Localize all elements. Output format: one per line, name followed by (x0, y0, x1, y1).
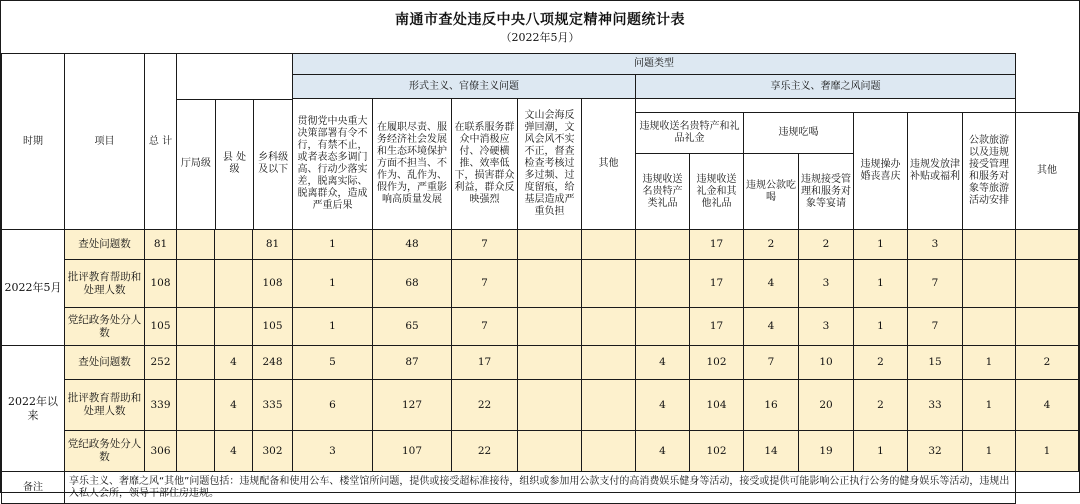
table-cell: 1 (293, 260, 373, 308)
period-label: 2022年5月 (2, 230, 65, 346)
formalism-col-1: 贯彻党中央重大决策部署有令不行，有禁不止，或者表态多调门高、行动少落实差，脱离实际、脱离群众，造成严重后果 (293, 99, 373, 230)
table-row (2, 230, 1079, 260)
table-cell: 306 (145, 431, 177, 472)
table-cell: 16 (744, 380, 799, 431)
table-cell: 7 (908, 260, 963, 308)
table-cell (177, 260, 215, 308)
table-cell: 20 (799, 380, 854, 431)
table-cell: 22 (452, 380, 518, 431)
table-cell: 3 (908, 230, 963, 260)
table-cell: 1 (293, 230, 373, 260)
table-cell: 2 (1016, 346, 1079, 380)
table-cell: 102 (690, 431, 744, 472)
table-cell: 48 (373, 230, 452, 260)
table-cell: 339 (145, 380, 177, 431)
table-cell (963, 260, 1016, 308)
table-cell: 3 (293, 431, 373, 472)
table-cell: 65 (373, 308, 452, 346)
table-cell: 68 (373, 260, 452, 308)
period-header: 时期 (2, 54, 65, 230)
level-spacer (177, 54, 293, 230)
table-cell: 1 (963, 431, 1016, 472)
table-cell: 1 (854, 308, 908, 346)
table-cell (582, 380, 636, 431)
table-cell: 6 (293, 380, 373, 431)
table-cell (582, 230, 636, 260)
notes-text: 享乐主义、奢靡之风“其他”问题包括：违规配备和使用公车、楼堂馆所问题，提供或接受超标准接待，组织或参加用公款支付的高消费娱乐健身等活动，接受或提供可能影响公正执行公务的健身娱乐等活动，违规出入私人会所，领导干部住房违规。 (65, 472, 1016, 504)
gift-col-money: 违规收送礼金和其他礼品 (690, 154, 744, 230)
table-cell (963, 230, 1016, 260)
table-cell: 81 (145, 230, 177, 260)
table-cell (636, 260, 690, 308)
row-item-label: 批评教育帮助和处理人数 (65, 380, 145, 431)
table-cell: 15 (908, 346, 963, 380)
table-cell (582, 431, 636, 472)
table-cell: 17 (690, 308, 744, 346)
table-cell (582, 308, 636, 346)
table-cell: 4 (636, 380, 690, 431)
table-cell: 4 (636, 431, 690, 472)
formalism-col-4: 文山会海反弹回潮，文风会风不实不正，督查检查考核过多过频、过度留痕，给基层造成严重负担 (518, 99, 582, 230)
total-header: 总 计 (145, 54, 177, 230)
table-cell: 10 (799, 346, 854, 380)
table-cell: 22 (452, 431, 518, 472)
table-cell: 7 (452, 308, 518, 346)
table-row (2, 431, 1079, 472)
table-cell (215, 260, 253, 308)
title-block (1, 1, 1079, 53)
table-cell: 127 (373, 380, 452, 431)
table-cell (177, 380, 215, 431)
table-cell (582, 260, 636, 308)
table-cell: 104 (690, 380, 744, 431)
table-cell: 4 (215, 346, 253, 380)
table-cell: 32 (908, 431, 963, 472)
row-item-label: 批评教育帮助和处理人数 (65, 260, 145, 308)
table-cell (1016, 308, 1079, 346)
table-cell: 7 (452, 230, 518, 260)
table-cell (518, 380, 582, 431)
table-cell: 4 (636, 346, 690, 380)
table-cell: 7 (744, 346, 799, 380)
table-cell: 5 (293, 346, 373, 380)
table-row (2, 260, 1079, 308)
table-cell (177, 308, 215, 346)
table-cell: 33 (908, 380, 963, 431)
formalism-col-3: 在联系服务群众中消极应付、冷硬横推、效率低下，损害群众利益，群众反映强烈 (452, 99, 518, 230)
table-row (2, 380, 1079, 431)
table-cell: 7 (908, 308, 963, 346)
table-cell: 1 (854, 260, 908, 308)
level-xian-header: 县 处 级 (216, 99, 255, 229)
table-cell: 107 (373, 431, 452, 472)
table-cell: 4 (744, 308, 799, 346)
table-cell: 14 (744, 431, 799, 472)
table-cell: 17 (452, 346, 518, 380)
table-cell: 7 (452, 260, 518, 308)
hedonism-col-travel: 公款旅游以及违规接受管理和服务对象等旅游活动安排 (963, 113, 1016, 230)
table-cell: 105 (253, 308, 293, 346)
table-cell: 2 (854, 346, 908, 380)
table-cell: 2 (799, 230, 854, 260)
row-item-label: 查处问题数 (65, 346, 145, 380)
statistics-table (1, 53, 1079, 504)
notes-label: 备注 (2, 472, 65, 504)
table-cell: 1 (1016, 431, 1079, 472)
table-cell (518, 230, 582, 260)
table-cell (177, 346, 215, 380)
item-header: 项目 (65, 54, 145, 230)
table-cell: 302 (253, 431, 293, 472)
row-item-label: 查处问题数 (65, 230, 145, 260)
hedonism-group-header: 享乐主义、奢靡之风问题 (636, 75, 1016, 99)
problem-type-header: 问题类型 (293, 54, 1016, 75)
table-cell (177, 431, 215, 472)
table-cell (636, 230, 690, 260)
dining-col-public: 违规公款吃喝 (744, 154, 799, 230)
table-row (2, 308, 1079, 346)
table-cell (177, 230, 215, 260)
table-cell: 2 (854, 380, 908, 431)
row-item-label: 党纪政务处分人数 (65, 431, 145, 472)
table-cell: 4 (215, 431, 253, 472)
formalism-col-2: 在履职尽责、服务经济社会发展和生态环境保护方面不担当、不作为、乱作为、假作为，严重影响高质量发展 (373, 99, 452, 230)
table-cell: 4 (1016, 380, 1079, 431)
hedonism-col-other: 其他 (1016, 113, 1079, 230)
table-cell (518, 431, 582, 472)
dining-col-accept: 违规接受管理和服务对象等宴请 (799, 154, 854, 230)
level-ting-header: 厅局级 (177, 99, 216, 229)
table-cell: 335 (253, 380, 293, 431)
hedonism-col-wedding: 违规操办婚丧喜庆 (854, 113, 908, 230)
formalism-col-other: 其他 (582, 99, 636, 230)
table-cell: 19 (799, 431, 854, 472)
table-cell: 1 (963, 380, 1016, 431)
table-cell: 17 (690, 260, 744, 308)
table-cell: 87 (373, 346, 452, 380)
table-cell (215, 230, 253, 260)
table-cell (518, 346, 582, 380)
table-cell: 108 (253, 260, 293, 308)
table-row (2, 346, 1079, 380)
table-cell (518, 260, 582, 308)
table-cell (518, 308, 582, 346)
table-cell: 4 (744, 260, 799, 308)
table-cell: 3 (799, 260, 854, 308)
row-item-label: 党纪政务处分人数 (65, 308, 145, 346)
table-cell (1016, 230, 1079, 260)
table-subtitle: （2022年5月） (500, 31, 580, 44)
table-cell: 4 (215, 380, 253, 431)
table-cell: 1 (963, 346, 1016, 380)
table-cell (215, 308, 253, 346)
formalism-group-header: 形式主义、官僚主义问题 (293, 75, 636, 99)
table-cell: 17 (690, 230, 744, 260)
table-cell: 81 (253, 230, 293, 260)
table-cell: 252 (145, 346, 177, 380)
table-cell (963, 308, 1016, 346)
table-cell (582, 346, 636, 380)
dining-group-header: 违规吃喝 (744, 113, 854, 154)
hedonism-col-subsidy: 违规发放津补贴或福利 (908, 113, 963, 230)
table-title: 南通市查处违反中央八项规定精神问题统计表 (395, 12, 685, 28)
table-cell: 1 (293, 308, 373, 346)
table-cell: 102 (690, 346, 744, 380)
table-cell: 1 (854, 431, 908, 472)
level-xiang-header: 乡科级及以下 (258, 152, 289, 175)
gift-col-specialty: 违规收送名贵特产类礼品 (636, 154, 690, 230)
gift-group-header: 违规收送名贵特产和礼品礼金 (636, 113, 744, 154)
period-label: 2022年以来 (2, 346, 65, 472)
table-cell: 2 (744, 230, 799, 260)
table-cell (636, 308, 690, 346)
hedonism-spacer (636, 99, 1016, 113)
table-cell: 105 (145, 308, 177, 346)
table-cell: 248 (253, 346, 293, 380)
table-cell: 3 (799, 308, 854, 346)
table-cell (1016, 260, 1079, 308)
table-cell: 108 (145, 260, 177, 308)
table-cell: 1 (854, 230, 908, 260)
